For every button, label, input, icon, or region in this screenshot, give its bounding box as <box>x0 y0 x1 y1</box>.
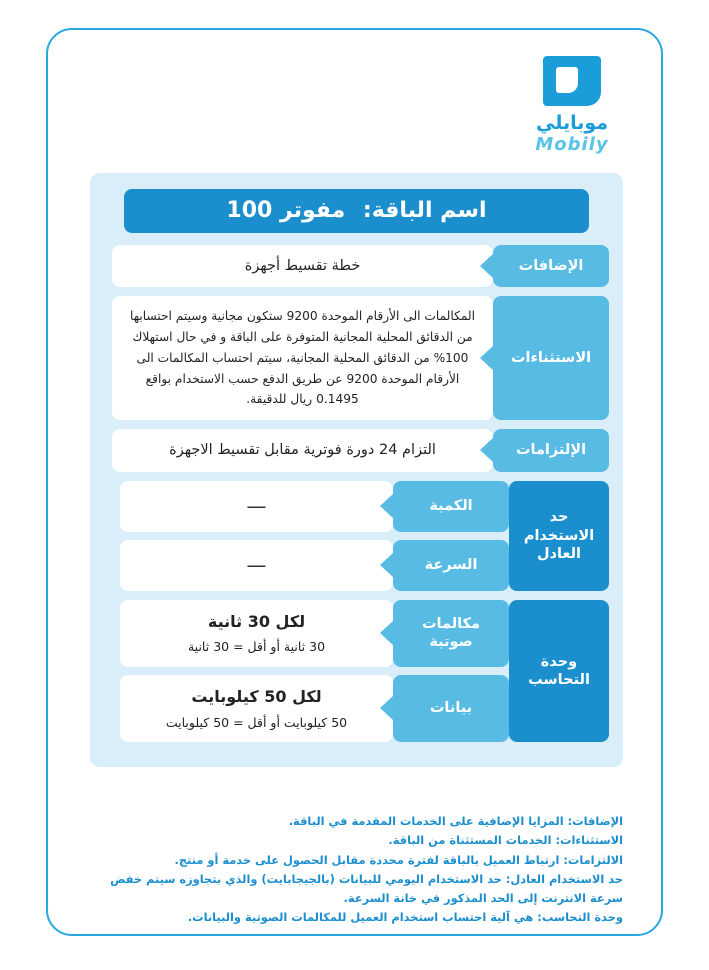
package-details-panel <box>90 173 623 767</box>
footnotes <box>90 812 623 928</box>
value-fair-usage-speed: — <box>120 540 393 591</box>
brand-name-ar: موبايلي <box>535 112 609 134</box>
label-fair-usage-quantity: الكمية <box>393 481 509 532</box>
label-commitments: الإلتزامات <box>493 429 609 471</box>
row-billing-unit-data <box>112 675 509 742</box>
row-billing-unit-voice <box>112 600 509 667</box>
footnote-commitments: الالتزامات: ارتباط العميل بالباقة لفترة محددة مقابل الحصول على خدمة أو منتج. <box>174 852 623 867</box>
label-fair-usage-speed: السرعة <box>393 540 509 591</box>
footnote-exceptions: الاستثناءات: الخدمات المستثناة من الباقة. <box>388 833 623 848</box>
value-additions: خطة تقسيط أجهزة <box>112 245 493 287</box>
package-title-label: اسم الباقة: <box>362 198 487 223</box>
package-card <box>46 28 663 936</box>
row-additions <box>104 245 609 287</box>
value-billing-unit-voice-sub: 30 ثانية أو أقل = 30 ثانية <box>187 639 326 655</box>
package-title-value: مفوتر 100 <box>226 198 346 223</box>
footnote-additions: الإضافات: المزايا الإضافية على الخدمات المقدمة في الباقة. <box>288 814 623 828</box>
footnote-fair-usage: حد الاستخدام العادل: حد الاستخدام اليومي للبيانات (بالجيجابايت) والذي بتجاوزه سيتم خفض سرعة الانترنت إلى الحد المذكور في خانة السرعة. <box>110 872 623 905</box>
label-fair-usage: حد الاستخدام العادل <box>509 481 609 591</box>
value-billing-unit-data <box>120 675 393 742</box>
value-fair-usage-quantity: — <box>120 481 393 532</box>
package-title-bar <box>124 189 589 233</box>
value-billing-unit-voice <box>120 600 393 667</box>
value-billing-unit-data-sub: 50 كيلوبايت أو أقل = 50 كيلوبايت <box>165 714 348 730</box>
row-fair-usage-quantity <box>112 481 509 532</box>
label-billing-unit-data: بيانات <box>393 675 509 742</box>
value-billing-unit-voice-main: لكل 30 ثانية <box>207 611 306 631</box>
label-billing-unit: وحدة التحاسب <box>509 600 609 742</box>
label-billing-unit-voice: مكالمات صوتية <box>393 600 509 667</box>
label-exceptions: الاستثناءات <box>493 296 609 420</box>
row-commitments <box>104 429 609 471</box>
label-additions: الإضافات <box>493 245 609 287</box>
group-billing-unit <box>104 600 609 742</box>
row-fair-usage-speed <box>112 540 509 591</box>
group-fair-usage <box>104 481 609 591</box>
brand-logo <box>513 56 631 155</box>
brand-name-en: Mobily <box>535 134 609 155</box>
mobily-logo-icon <box>543 56 601 106</box>
row-exceptions <box>104 296 609 420</box>
value-billing-unit-data-main: لكل 50 كيلوبايت <box>191 686 322 706</box>
footnote-billing-unit: وحدة التحاسب: هي آلية احتساب استخدام العميل للمكالمات الصوتية والبيانات. <box>187 910 623 925</box>
value-exceptions: المكالمات الى الأرقام الموحدة 9200 ستكون مجانية وسيتم احتسابها من الدقائق المحلية المجانية المتوفرة على الباقة و في حال استهلاك 100% من الدقائق المحلية المجانية، سيتم احتساب المكالمات الى الأرقام الموحدة 9200 عن طريق الدفع حسب الاستخدام بواقع 0.1495 ريال للدقيقة. <box>112 296 493 420</box>
value-commitments: التزام 24 دورة فوترية مقابل تقسيط الاجهزة <box>112 429 493 471</box>
